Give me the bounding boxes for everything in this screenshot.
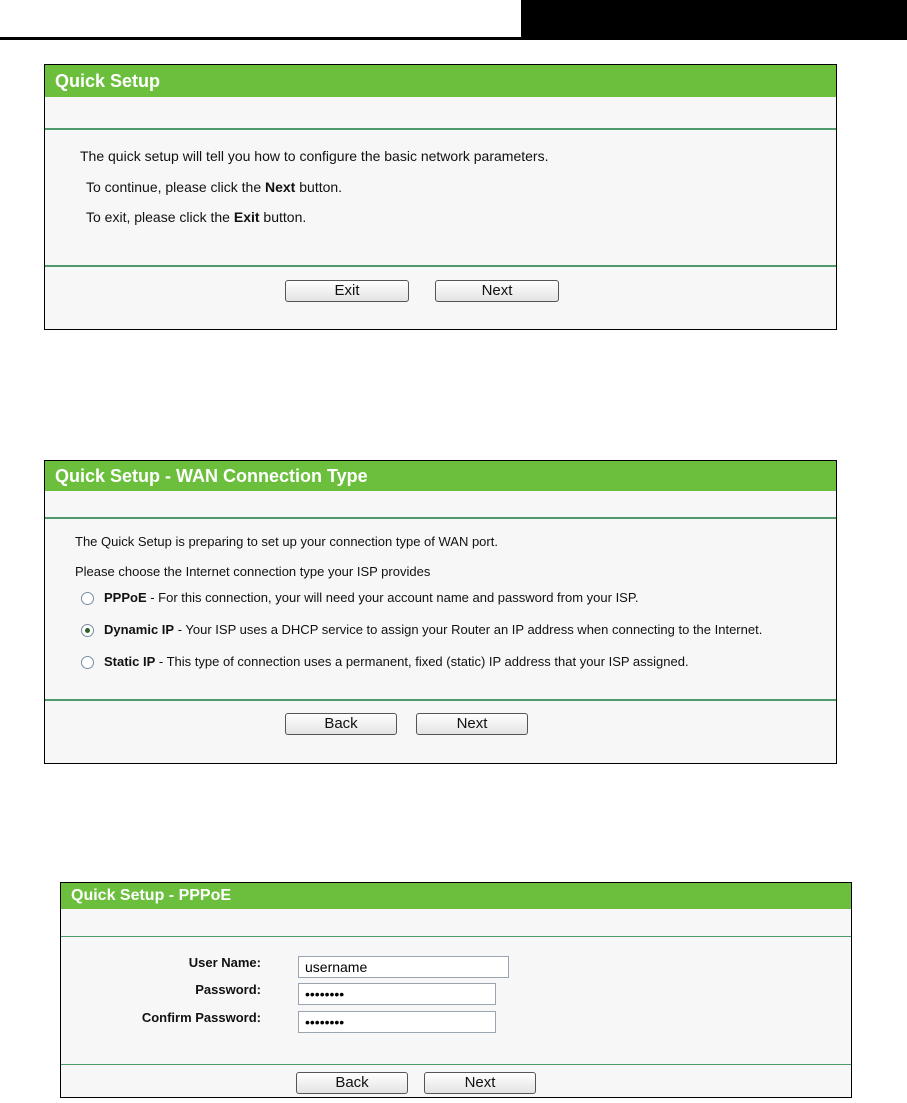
exit-suffix: button. (259, 209, 307, 225)
divider (45, 265, 836, 267)
continue-suffix: button. (295, 179, 343, 195)
divider (45, 699, 836, 701)
username-field[interactable] (298, 956, 509, 978)
choose-text: Please choose the Internet connection type your ISP provides (75, 564, 431, 579)
confirm-password-label: Confirm Password: (141, 1010, 261, 1025)
exit-button[interactable]: Exit (285, 280, 409, 302)
pppoe-radio[interactable] (81, 592, 94, 605)
intro-text: The Quick Setup is preparing to set up your connection type of WAN port. (75, 534, 498, 549)
option-name: Static IP (104, 654, 156, 669)
divider (61, 1064, 851, 1065)
exit-prefix: To exit, please click the (86, 209, 234, 225)
option-name: Dynamic IP (104, 622, 175, 637)
back-button[interactable]: Back (285, 713, 397, 735)
option-desc: - Your ISP uses a DHCP service to assign your Router an IP address when connecting to the Internet. (174, 622, 763, 637)
confirm-password-field[interactable] (298, 1011, 496, 1033)
option-desc: - For this connection, your will need your account name and password from your ISP. (146, 590, 639, 605)
option-name: PPPoE (104, 590, 147, 605)
panel-title: Quick Setup (45, 65, 836, 97)
next-button[interactable]: Next (424, 1072, 536, 1094)
continue-text (86, 179, 342, 195)
back-button[interactable]: Back (296, 1072, 408, 1094)
option-desc: - This type of connection uses a permanent, fixed (static) IP address that your ISP assigned. (155, 654, 689, 669)
exit-bold: Exit (233, 209, 260, 225)
password-field[interactable] (298, 983, 496, 1005)
continue-prefix: To continue, please click the (86, 179, 265, 195)
pppoe-option (104, 590, 638, 605)
header-black-block (521, 0, 907, 40)
username-label: User Name: (188, 955, 261, 970)
divider (45, 517, 836, 519)
password-label: Password: (195, 982, 261, 997)
continue-bold: Next (265, 179, 296, 195)
divider (61, 936, 851, 937)
static-ip-option (104, 654, 689, 669)
next-button[interactable]: Next (416, 713, 528, 735)
divider (45, 128, 836, 130)
quick-setup-panel (44, 64, 837, 330)
exit-text (86, 209, 306, 225)
panel-title: Quick Setup - WAN Connection Type (45, 461, 836, 491)
dynamic-ip-option (104, 622, 762, 637)
dynamic-ip-radio[interactable] (81, 624, 94, 637)
intro-text: The quick setup will tell you how to configure the basic network parameters. (80, 148, 549, 164)
panel-title: Quick Setup - PPPoE (61, 883, 851, 909)
pppoe-panel (60, 882, 852, 1098)
static-ip-radio[interactable] (81, 656, 94, 669)
header-rule (0, 37, 907, 40)
wan-connection-panel (44, 460, 837, 764)
next-button[interactable]: Next (435, 280, 559, 302)
